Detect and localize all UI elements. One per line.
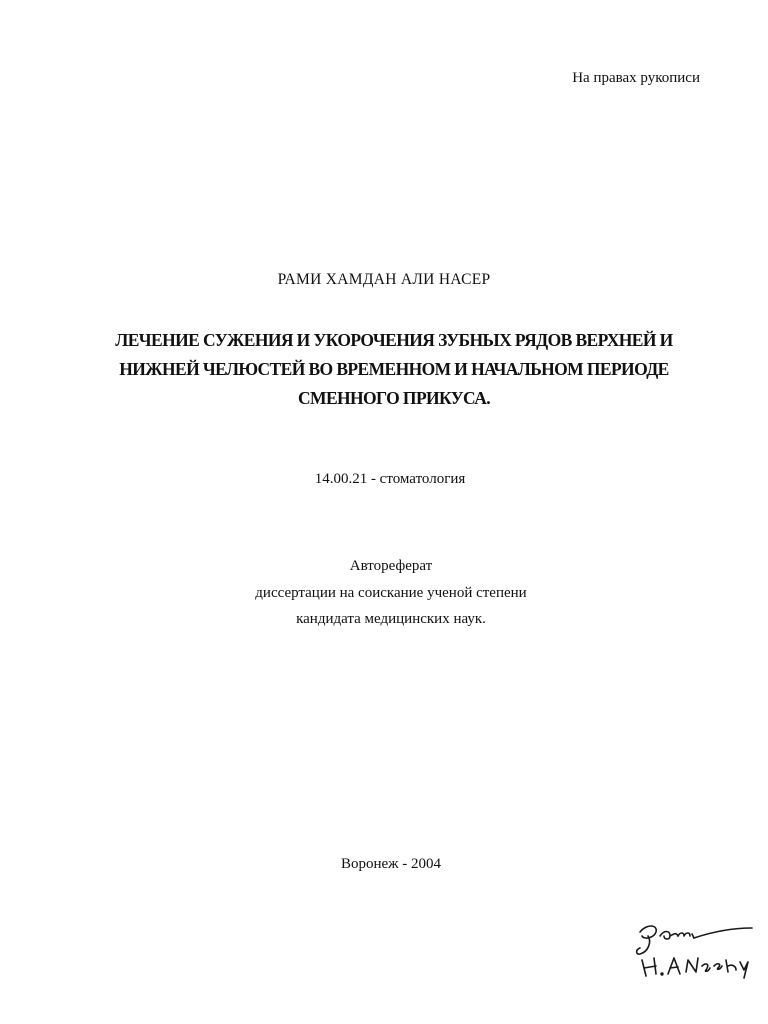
abstract-line: кандидата медицинских наук.: [296, 611, 486, 627]
specialty-code: 14.00.21 - стоматология: [314, 471, 466, 487]
author-name: РАМИ ХАМДАН АЛИ НАСЕР: [277, 271, 491, 288]
city-year: Воронеж - 2004: [340, 856, 442, 872]
title-line: СМЕННОГО ПРИКУСА.: [297, 388, 491, 408]
manuscript-rights-note: На правах рукописи: [572, 70, 700, 86]
title-line: ЛЕЧЕНИЕ СУЖЕНИЯ И УКОРОЧЕНИЯ ЗУБНЫХ РЯДОВ ВЕРХНЕЙ И: [115, 330, 673, 350]
abstract-line: диссертации на соискание ученой степени: [255, 584, 527, 601]
abstract-line: Автореферат: [349, 558, 433, 574]
dissertation-title: [60, 326, 728, 413]
abstract-description: [0, 553, 768, 633]
handwritten-signature: [632, 912, 762, 982]
title-line: НИЖНЕЙ ЧЕЛЮСТЕЙ ВО ВРЕМЕННОМ И НАЧАЛЬНОМ ПЕРИОДЕ: [119, 359, 669, 379]
